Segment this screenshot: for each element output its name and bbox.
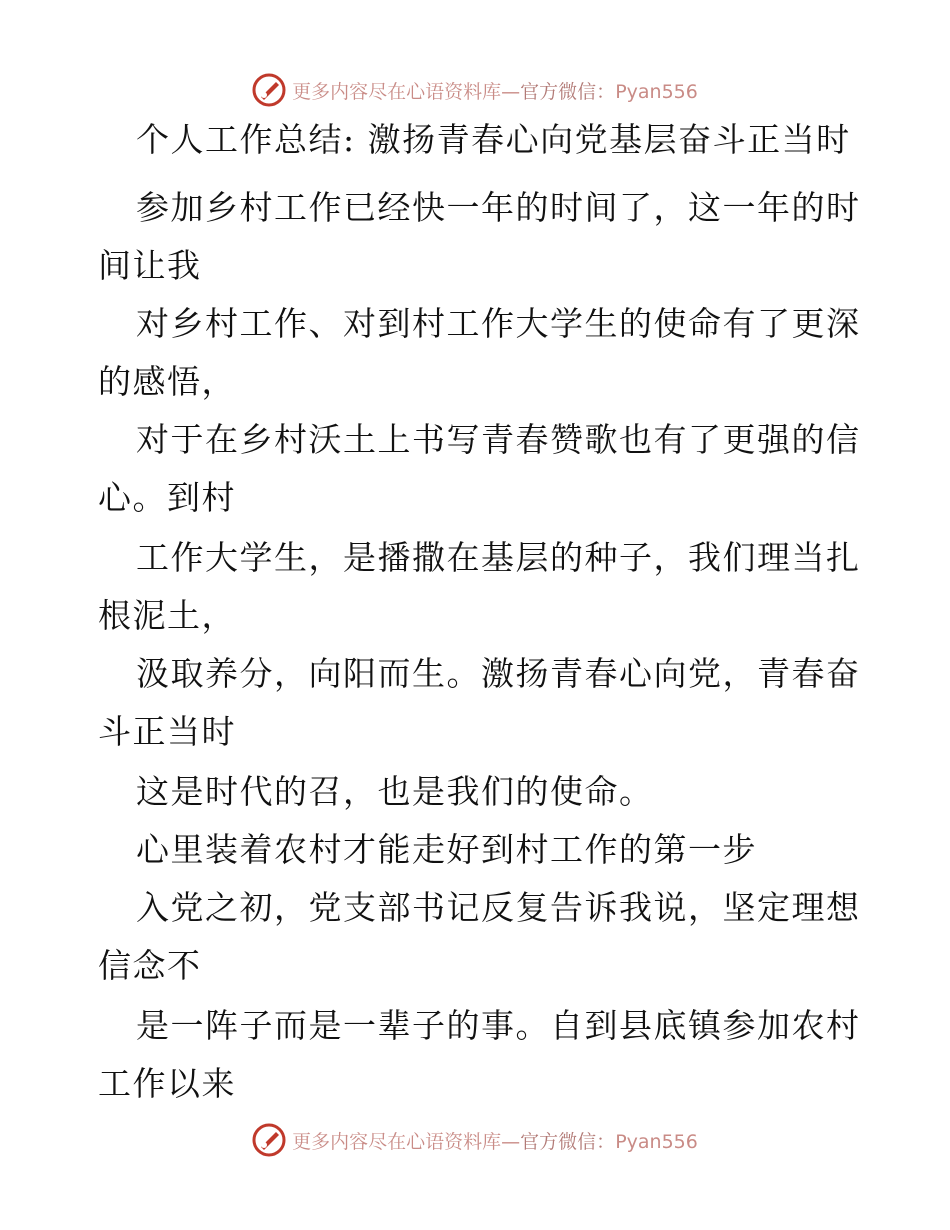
watermark-text (292, 77, 698, 104)
paragraph-line: 工作以来 (98, 1064, 236, 1103)
section-heading: 心里装着农村才能走好到村工作的第一步 (136, 830, 757, 869)
watermark-wechat-id: Pyan556 (615, 80, 698, 103)
paragraph-line: 这是时代的召，也是我们的使命。 (136, 772, 654, 811)
paragraph-line: 心。到村 (98, 478, 236, 517)
watermark-wechat-label: 官方微信： (520, 80, 616, 103)
watermark-dash: — (501, 1130, 521, 1153)
paragraph-line: 参加乡村工作已经快一年的时间了，这一年的时 (136, 188, 861, 227)
paragraph-line: 间让我 (98, 246, 202, 285)
watermark-brand: 更多内容尽在心语资料库 (292, 1130, 502, 1153)
paragraph-line: 工作大学生，是播撒在基层的种子，我们理当扎 (136, 538, 861, 577)
paragraph-line: 根泥土， (98, 596, 236, 635)
watermark-wechat-id: Pyan556 (615, 1130, 698, 1153)
footer-watermark (0, 1120, 950, 1160)
paragraph-line: 信念不 (98, 946, 202, 985)
paragraph-line: 的感悟， (98, 362, 236, 401)
paragraph-line: 斗正当时 (98, 712, 236, 751)
document-title: 个人工作总结: 激扬青春心向党基层奋斗正当时 (136, 120, 851, 159)
paragraph-line: 对乡村工作、对到村工作大学生的使命有了更深 (136, 304, 861, 343)
watermark-brand: 更多内容尽在心语资料库 (292, 80, 502, 103)
logo-icon (252, 73, 286, 107)
logo-icon (252, 1123, 286, 1157)
paragraph-line: 汲取养分，向阳而生。激扬青春心向党，青春奋 (136, 654, 861, 693)
watermark-text (292, 1127, 698, 1154)
watermark-wechat-label: 官方微信： (520, 1130, 616, 1153)
paragraph-line: 对于在乡村沃土上书写青春赞歌也有了更强的信 (136, 420, 861, 459)
paragraph-line: 入党之初，党支部书记反复告诉我说，坚定理想 (136, 888, 861, 927)
watermark-dash: — (501, 80, 521, 103)
paragraph-line: 是一阵子而是一辈子的事。自到县底镇参加农村 (136, 1006, 861, 1045)
header-watermark (0, 70, 950, 110)
